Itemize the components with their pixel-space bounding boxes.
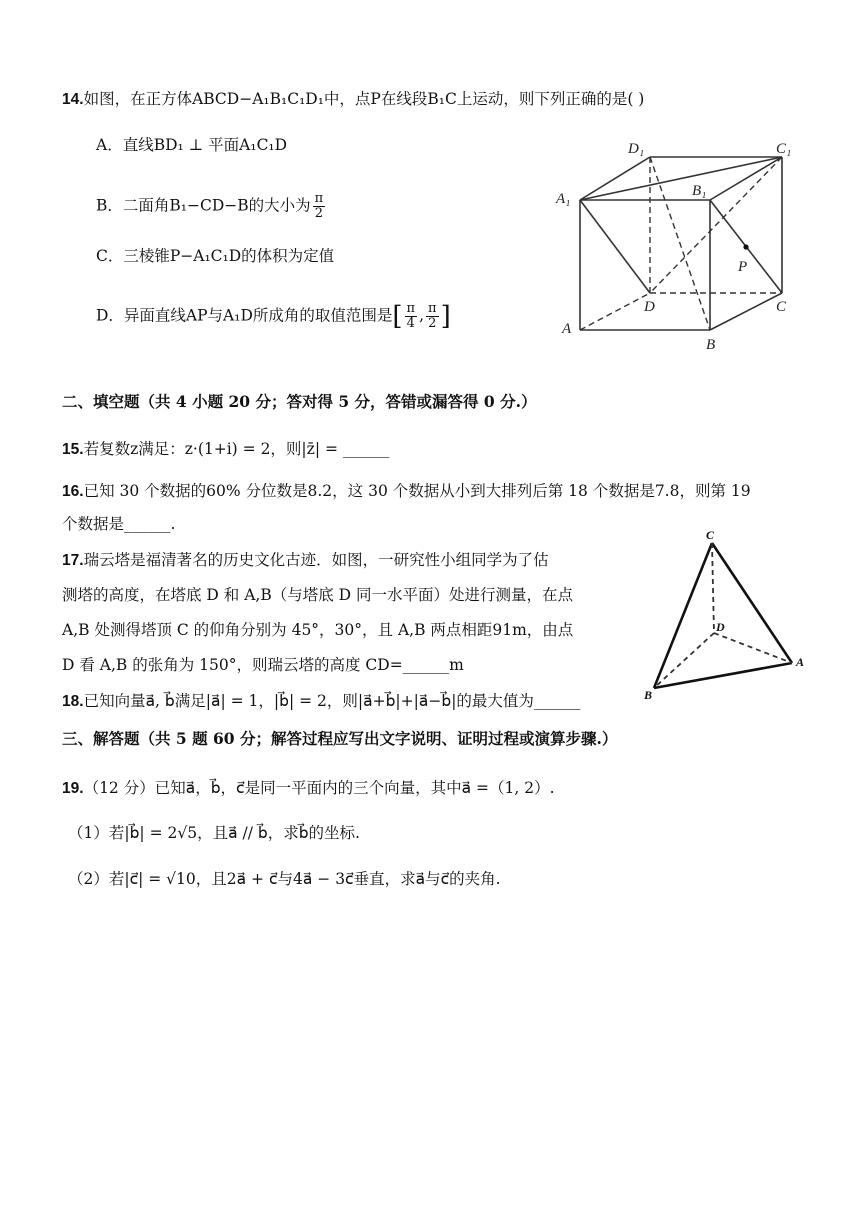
q15-number: 15. [62,441,84,458]
q17-line-1 [62,549,549,572]
label-c1: C₁ [776,141,792,157]
diag-c1d-hidden [650,157,782,293]
label-d: D [644,299,655,315]
fraction-numerator: π [314,191,324,206]
q14-option-d-fraction-1 [405,302,418,331]
q14-option-c: C．三棱锥P−A₁C₁D的体积为定值 [96,247,335,265]
diag-a1c1 [580,157,782,200]
fraction-denominator: 2 [428,316,437,331]
fraction-numerator: π [428,301,437,316]
edge-ad-hidden [580,293,650,330]
q14-option-a: A．直线BD₁ ⊥ 平面A₁C₁D [96,136,288,154]
q14-option-d-text: D．异面直线AP与A₁D所成角的取值范围是 [96,306,393,325]
fraction-denominator: 2 [314,206,324,221]
cube-figure [550,135,810,355]
label-p: P [738,259,748,275]
segment-cb [654,543,712,688]
q17-number: 17. [62,552,84,569]
label-b: B [644,688,653,702]
q14-option-d: D．异面直线AP与A₁D所成角的取值范围是[ $\frac{\pi}{4}$ , $\frac{\pi}{2}$ ] [96,301,451,332]
label-a1: A₁ [556,191,571,207]
section-3-heading: 三、解答题（共 5 题 60 分；解答过程应写出文字说明、证明过程或演算步骤.） [62,729,618,748]
q14-number: 14. [62,91,84,108]
label-d1: D₁ [628,141,645,157]
q14-option-b-text: B．二面角B₁−CD−B的大小为 [96,196,311,215]
tower-figure [640,525,820,705]
label-a: A [796,655,805,669]
edge-bc [710,293,782,330]
label-c: C [706,528,715,542]
label-b: B [706,337,716,353]
q14-option-b-fraction [313,192,326,221]
point-p [743,244,748,249]
q14-stem-text: 如图，在正方体ABCD−A₁B₁C₁D₁中，点P在线段B₁C上运动，则下列正确的是( ) [83,90,645,108]
q19-part-2: （2）若|c⃗| = √10，且2a⃗ + c⃗与4a⃗ − 3c⃗垂直，求a⃗与c⃗的夹角. [68,870,501,888]
q18 [62,690,580,713]
segment-da-hidden [714,633,792,663]
label-a: A [562,321,572,337]
segment-ba [654,663,792,688]
q19-number: 19. [62,780,84,797]
q14-option-b [96,192,327,221]
label-c: C [776,299,787,315]
q16-number: 16. [62,483,84,500]
q14-option-d-fraction-2 [426,302,439,331]
q19-text: （12 分）已知a⃗，b⃗，c⃗是同一平面内的三个向量，其中a⃗ =（1, 2）. [83,779,555,797]
label-d: D [716,620,725,634]
q17-line-2: 测塔的高度，在塔底 D 和 A,B（与塔底 D 同一水平面）处进行测量，在点 [62,586,574,604]
right-bracket: ] [440,301,451,332]
q15 [62,438,389,461]
q16-line-1 [62,480,751,503]
q19-stem [62,777,555,800]
q14-stem [62,88,644,111]
q18-number: 18. [62,693,84,710]
q15-text: 若复数z满足：z·(1+i) = 2，则|z̄| = ______ [83,440,390,458]
q18-text: 已知向量a⃗, b⃗满足|a⃗| = 1，|b⃗| = 2，则|a⃗+b⃗|+|a⃗−b⃗|的最大值为______ [83,692,581,710]
fraction-numerator: π [406,301,416,316]
section-2-heading: 二、填空题（共 4 小题 20 分；答对得 5 分，答错或漏答得 0 分.） [62,392,537,411]
q17-text-1: 瑞云塔是福清著名的历史文化古迹．如图，一研究性小组同学为了估 [83,551,549,569]
segment-ca [712,543,792,663]
fraction-denominator: 4 [406,316,415,331]
q16-line-2: 个数据是______. [62,515,176,533]
segment-cd-hidden [712,543,714,633]
q16-text-1: 已知 30 个数据的60% 分位数是8.2，这 30 个数据从小到大排列后第 18 个数据是7.8，则第 19 [83,482,751,500]
label-b1: B₁ [692,183,707,199]
diag-a1d [580,200,650,293]
edge-a1d1 [580,157,650,200]
left-bracket: [ [392,301,403,332]
q17-line-4: D 看 A,B 的张角为 150°，则瑞云塔的高度 CD=______m [62,656,464,674]
q19-part-1: （1）若|b⃗| = 2√5，且a⃗ // b⃗，求b⃗的坐标. [68,824,360,842]
q17-line-3: A,B 处测得塔顶 C 的仰角分别为 45°，30°，且 A,B 两点相距91m，由点 [62,621,574,639]
